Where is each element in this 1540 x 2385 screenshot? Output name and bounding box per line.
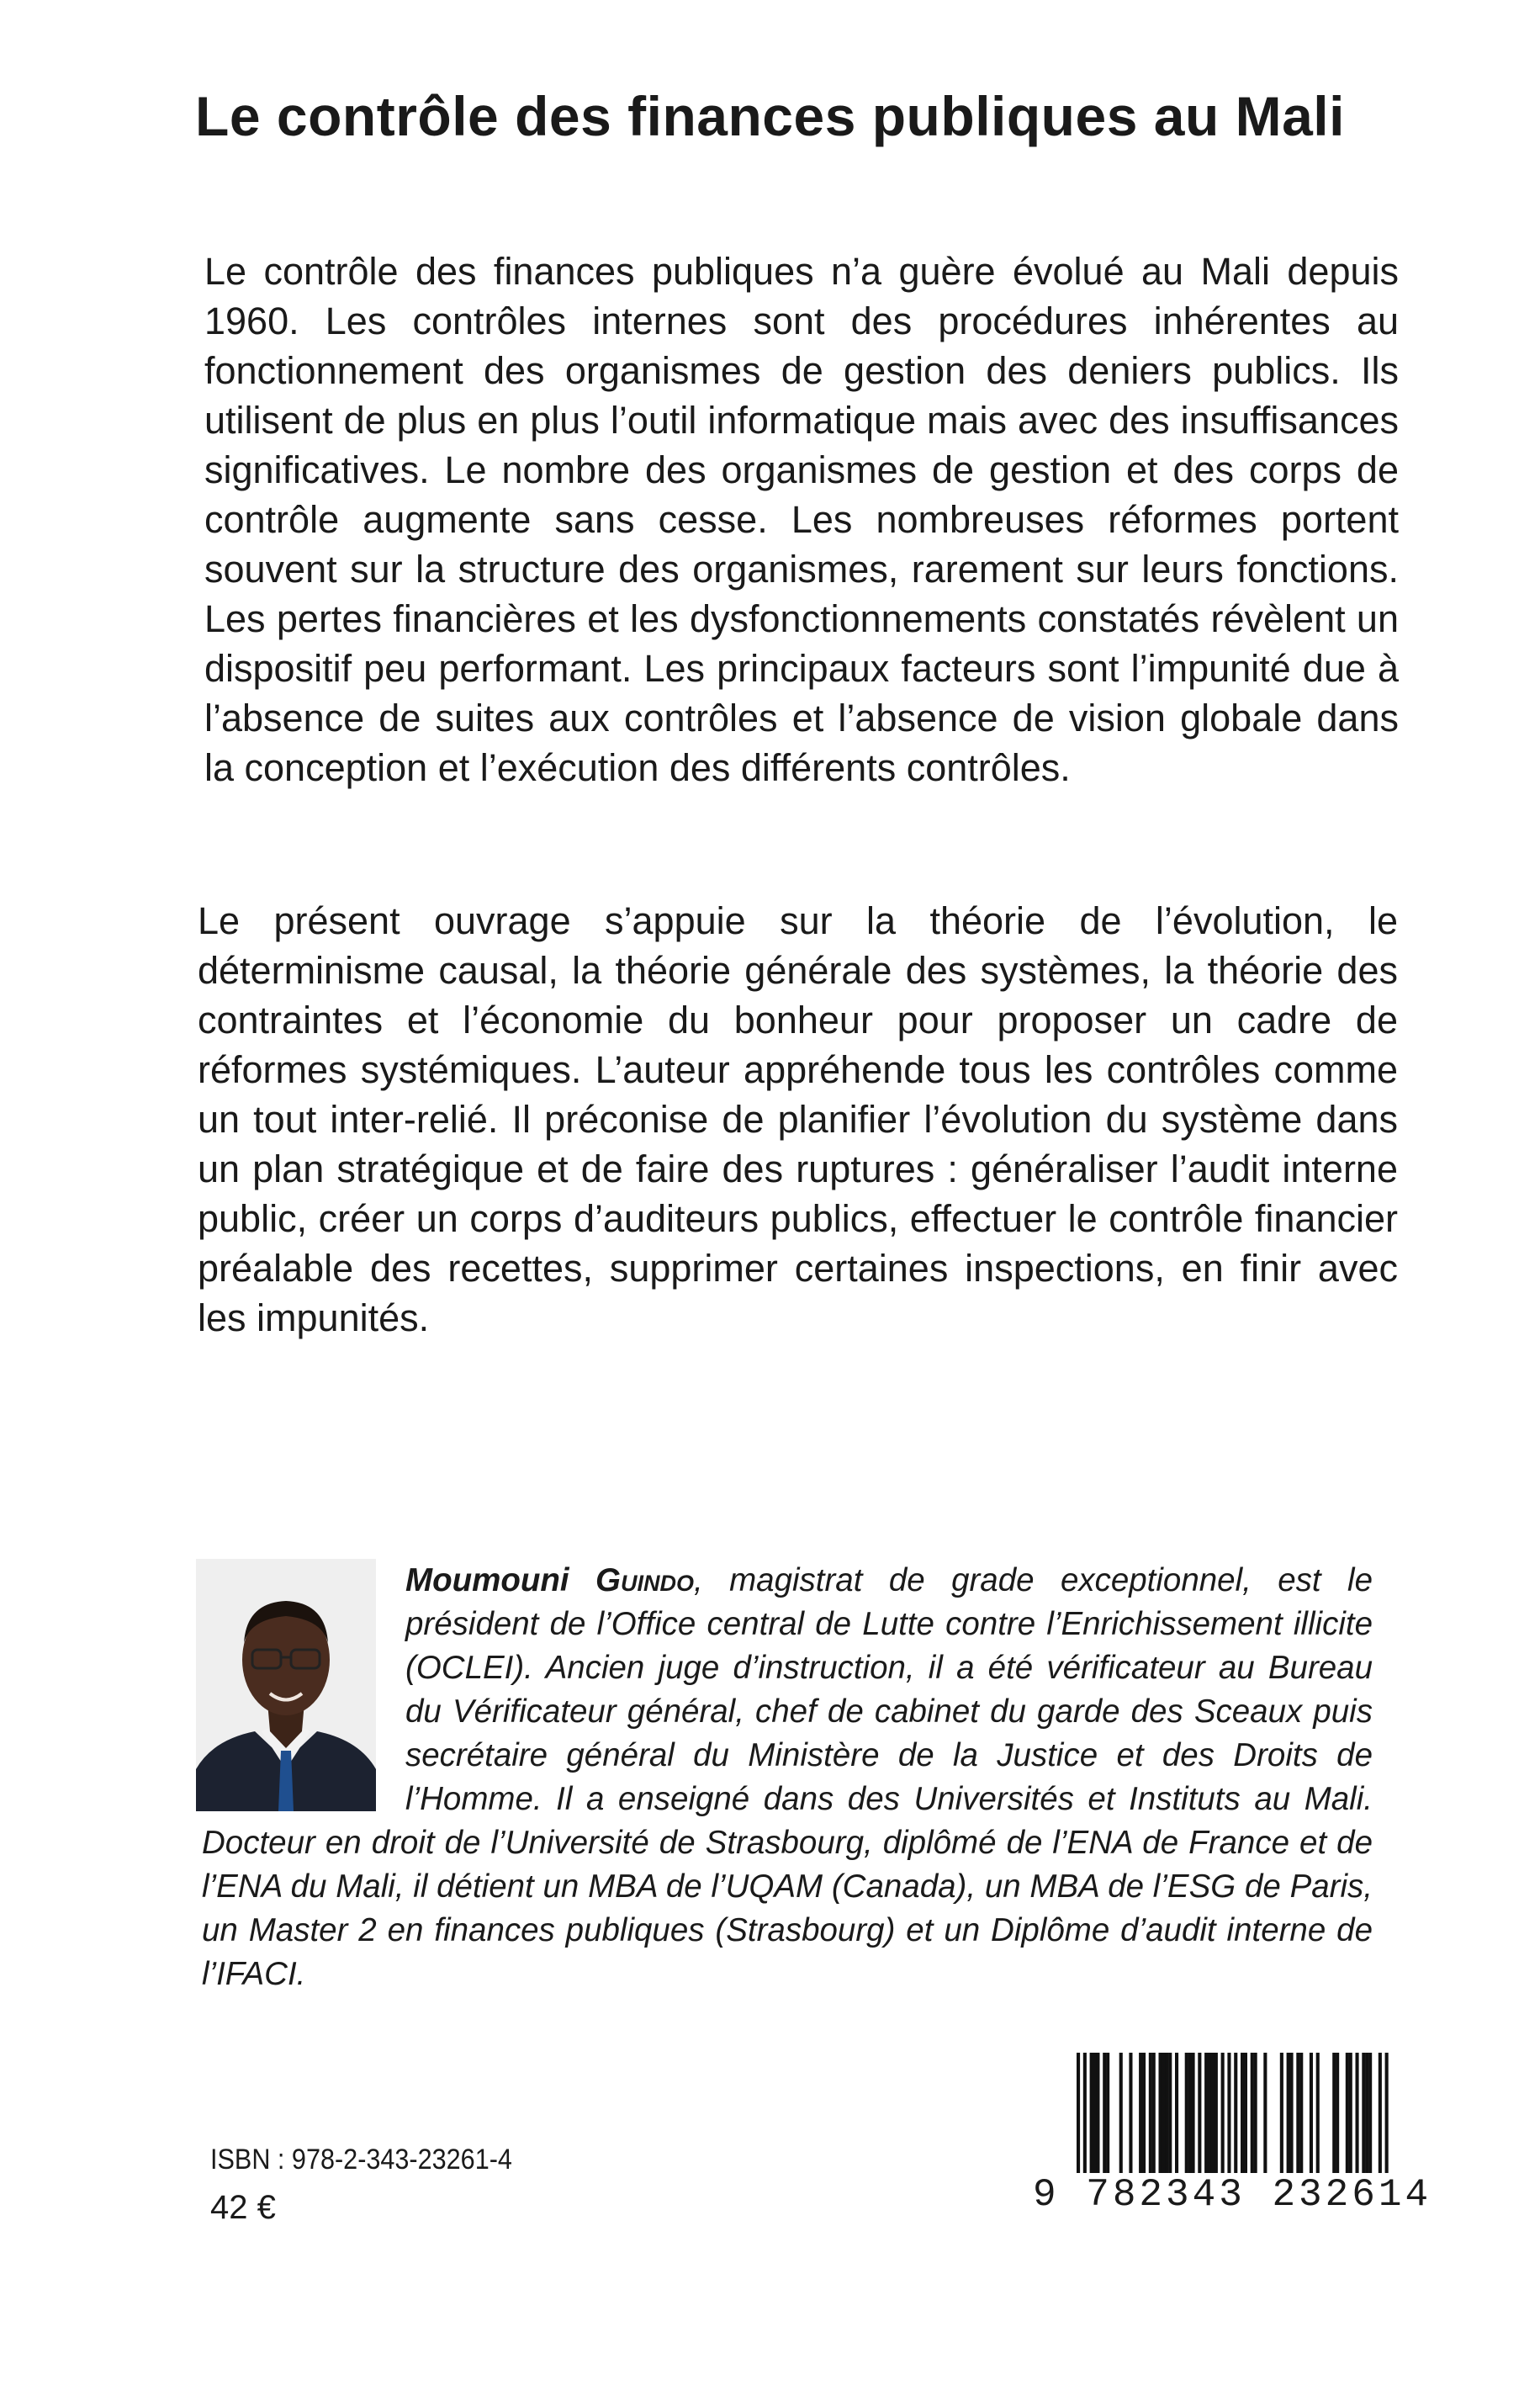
- author-bio: [202, 1559, 1373, 1996]
- author-name: Moumouni Guindo: [405, 1562, 694, 1598]
- barcode-bar: [1168, 2053, 1172, 2175]
- barcode-bar: [1192, 2053, 1195, 2175]
- barcode-bar: [1299, 2053, 1303, 2175]
- barcode-bar: [1263, 2053, 1267, 2175]
- barcode-bars: [1056, 2053, 1400, 2251]
- barcode-bar: [1241, 2053, 1244, 2175]
- barcode-bar: [1254, 2053, 1257, 2175]
- barcode-bar: [1103, 2053, 1106, 2175]
- barcode-bar: [1204, 2053, 1208, 2175]
- barcode-bar: [1159, 2053, 1162, 2175]
- barcode-bar: [1336, 2053, 1339, 2175]
- barcode-bar: [1221, 2053, 1225, 2175]
- barcode-bar: [1280, 2053, 1283, 2175]
- barcode-bar: [1188, 2053, 1192, 2175]
- barcode-bar: [1106, 2053, 1109, 2175]
- barcode-bar: [1244, 2053, 1247, 2175]
- barcode-bar: [1208, 2053, 1211, 2175]
- barcode-bar: [1296, 2053, 1299, 2175]
- barcode-bar: [1093, 2053, 1097, 2175]
- barcode-bar: [1332, 2053, 1336, 2175]
- barcode: [1056, 2053, 1400, 2251]
- barcode-bar: [1185, 2053, 1188, 2175]
- barcode-bar: [1365, 2053, 1368, 2175]
- barcode-bar: [1316, 2053, 1320, 2175]
- barcode-bar: [1356, 2053, 1359, 2175]
- barcode-bar: [1119, 2053, 1123, 2175]
- barcode-digits: 9 782343 232614: [1033, 2173, 1432, 2217]
- barcode-bar: [1346, 2053, 1349, 2175]
- barcode-bar: [1149, 2053, 1152, 2175]
- barcode-bar: [1310, 2053, 1313, 2175]
- barcode-bar: [1162, 2053, 1165, 2175]
- barcode-bar: [1175, 2053, 1178, 2175]
- book-title: Le contrôle des finances publiques au Mali: [195, 85, 1345, 147]
- barcode-bar: [1211, 2053, 1215, 2175]
- barcode-bar: [1129, 2053, 1132, 2175]
- author-bio-text: , magistrat de grade exceptionnel, est le président de l’Office central de Lutte contre l’Enrichissement illicite (OCLEI). Ancien juge d’instruction, il a été vérificateur au Bureau du Vérificateur général, chef de cabinet du garde des Sceaux puis secrétaire général du Ministère de la Justice et des Droits de l’Homme. Il a enseigné dans des Universités et Instituts au Mali. Docteur en droit de l’Université de Strasbourg, diplômé de l’ENA de France et de l’ENA du Mali, il détient un MBA de l’UQAM (Canada), un MBA de l’ESG de Paris, un Master 2 en finances publiques (Strasbourg) et un Diplôme d’audit interne de l’IFACI.: [202, 1562, 1373, 1992]
- isbn-label: ISBN : 978-2-343-23261-4: [210, 2144, 512, 2176]
- barcode-bar: [1290, 2053, 1294, 2175]
- barcode-bar: [1139, 2053, 1142, 2175]
- barcode-bar: [1152, 2053, 1156, 2175]
- barcode-bar: [1215, 2053, 1218, 2175]
- barcode-bar: [1349, 2053, 1352, 2175]
- summary-paragraph-1: Le contrôle des finances publiques n’a guère évolué au Mali depuis 1960. Les contrôles internes sont des procédures inhérentes au fonctionnement des organismes de gestion des deniers publics. Ils utilisent de plus en plus l’outil informatique mais avec des insuffisances significatives. Le nombre des organismes de gestion et des corps de contrôle augmente sans cesse. Les nombreuses réformes portent souvent sur la structure des organismes, rarement sur leurs fonctions. Les pertes financières et les dysfonctionnements constatés révèlent un dispositif peu performant. Les principaux facteurs sont l’impunité due à l’absence de suites aux contrôles et l’absence de vision globale dans la conception et l’exécution des différents contrôles.: [204, 250, 1399, 789]
- barcode-bar: [1251, 2053, 1254, 2175]
- barcode-bar: [1198, 2053, 1201, 2175]
- summary-paragraph-2: Le présent ouvrage s’appuie sur la théorie de l’évolution, le déterminisme causal, la théorie générale des systèmes, la théorie des contraintes et l’économie du bonheur pour proposer un cadre de réformes systémiques. L’auteur appréhende tous les contrôles comme un tout inter-relié. Il préconise de planifier l’évolution du système dans un plan stratégique et de faire des ruptures : généraliser l’audit interne public, créer un corps d’auditeurs publics, effectuer le contrôle financier préalable des recettes, supprimer certaines inspections, en finir avec les impunités.: [198, 899, 1398, 1339]
- barcode-bar: [1287, 2053, 1290, 2175]
- barcode-bar: [1090, 2053, 1093, 2175]
- barcode-bar: [1368, 2053, 1372, 2175]
- barcode-bar: [1165, 2053, 1168, 2175]
- price-label: 42 €: [210, 2189, 276, 2226]
- barcode-bar: [1142, 2053, 1146, 2175]
- barcode-bar: [1362, 2053, 1365, 2175]
- barcode-bar: [1096, 2053, 1099, 2175]
